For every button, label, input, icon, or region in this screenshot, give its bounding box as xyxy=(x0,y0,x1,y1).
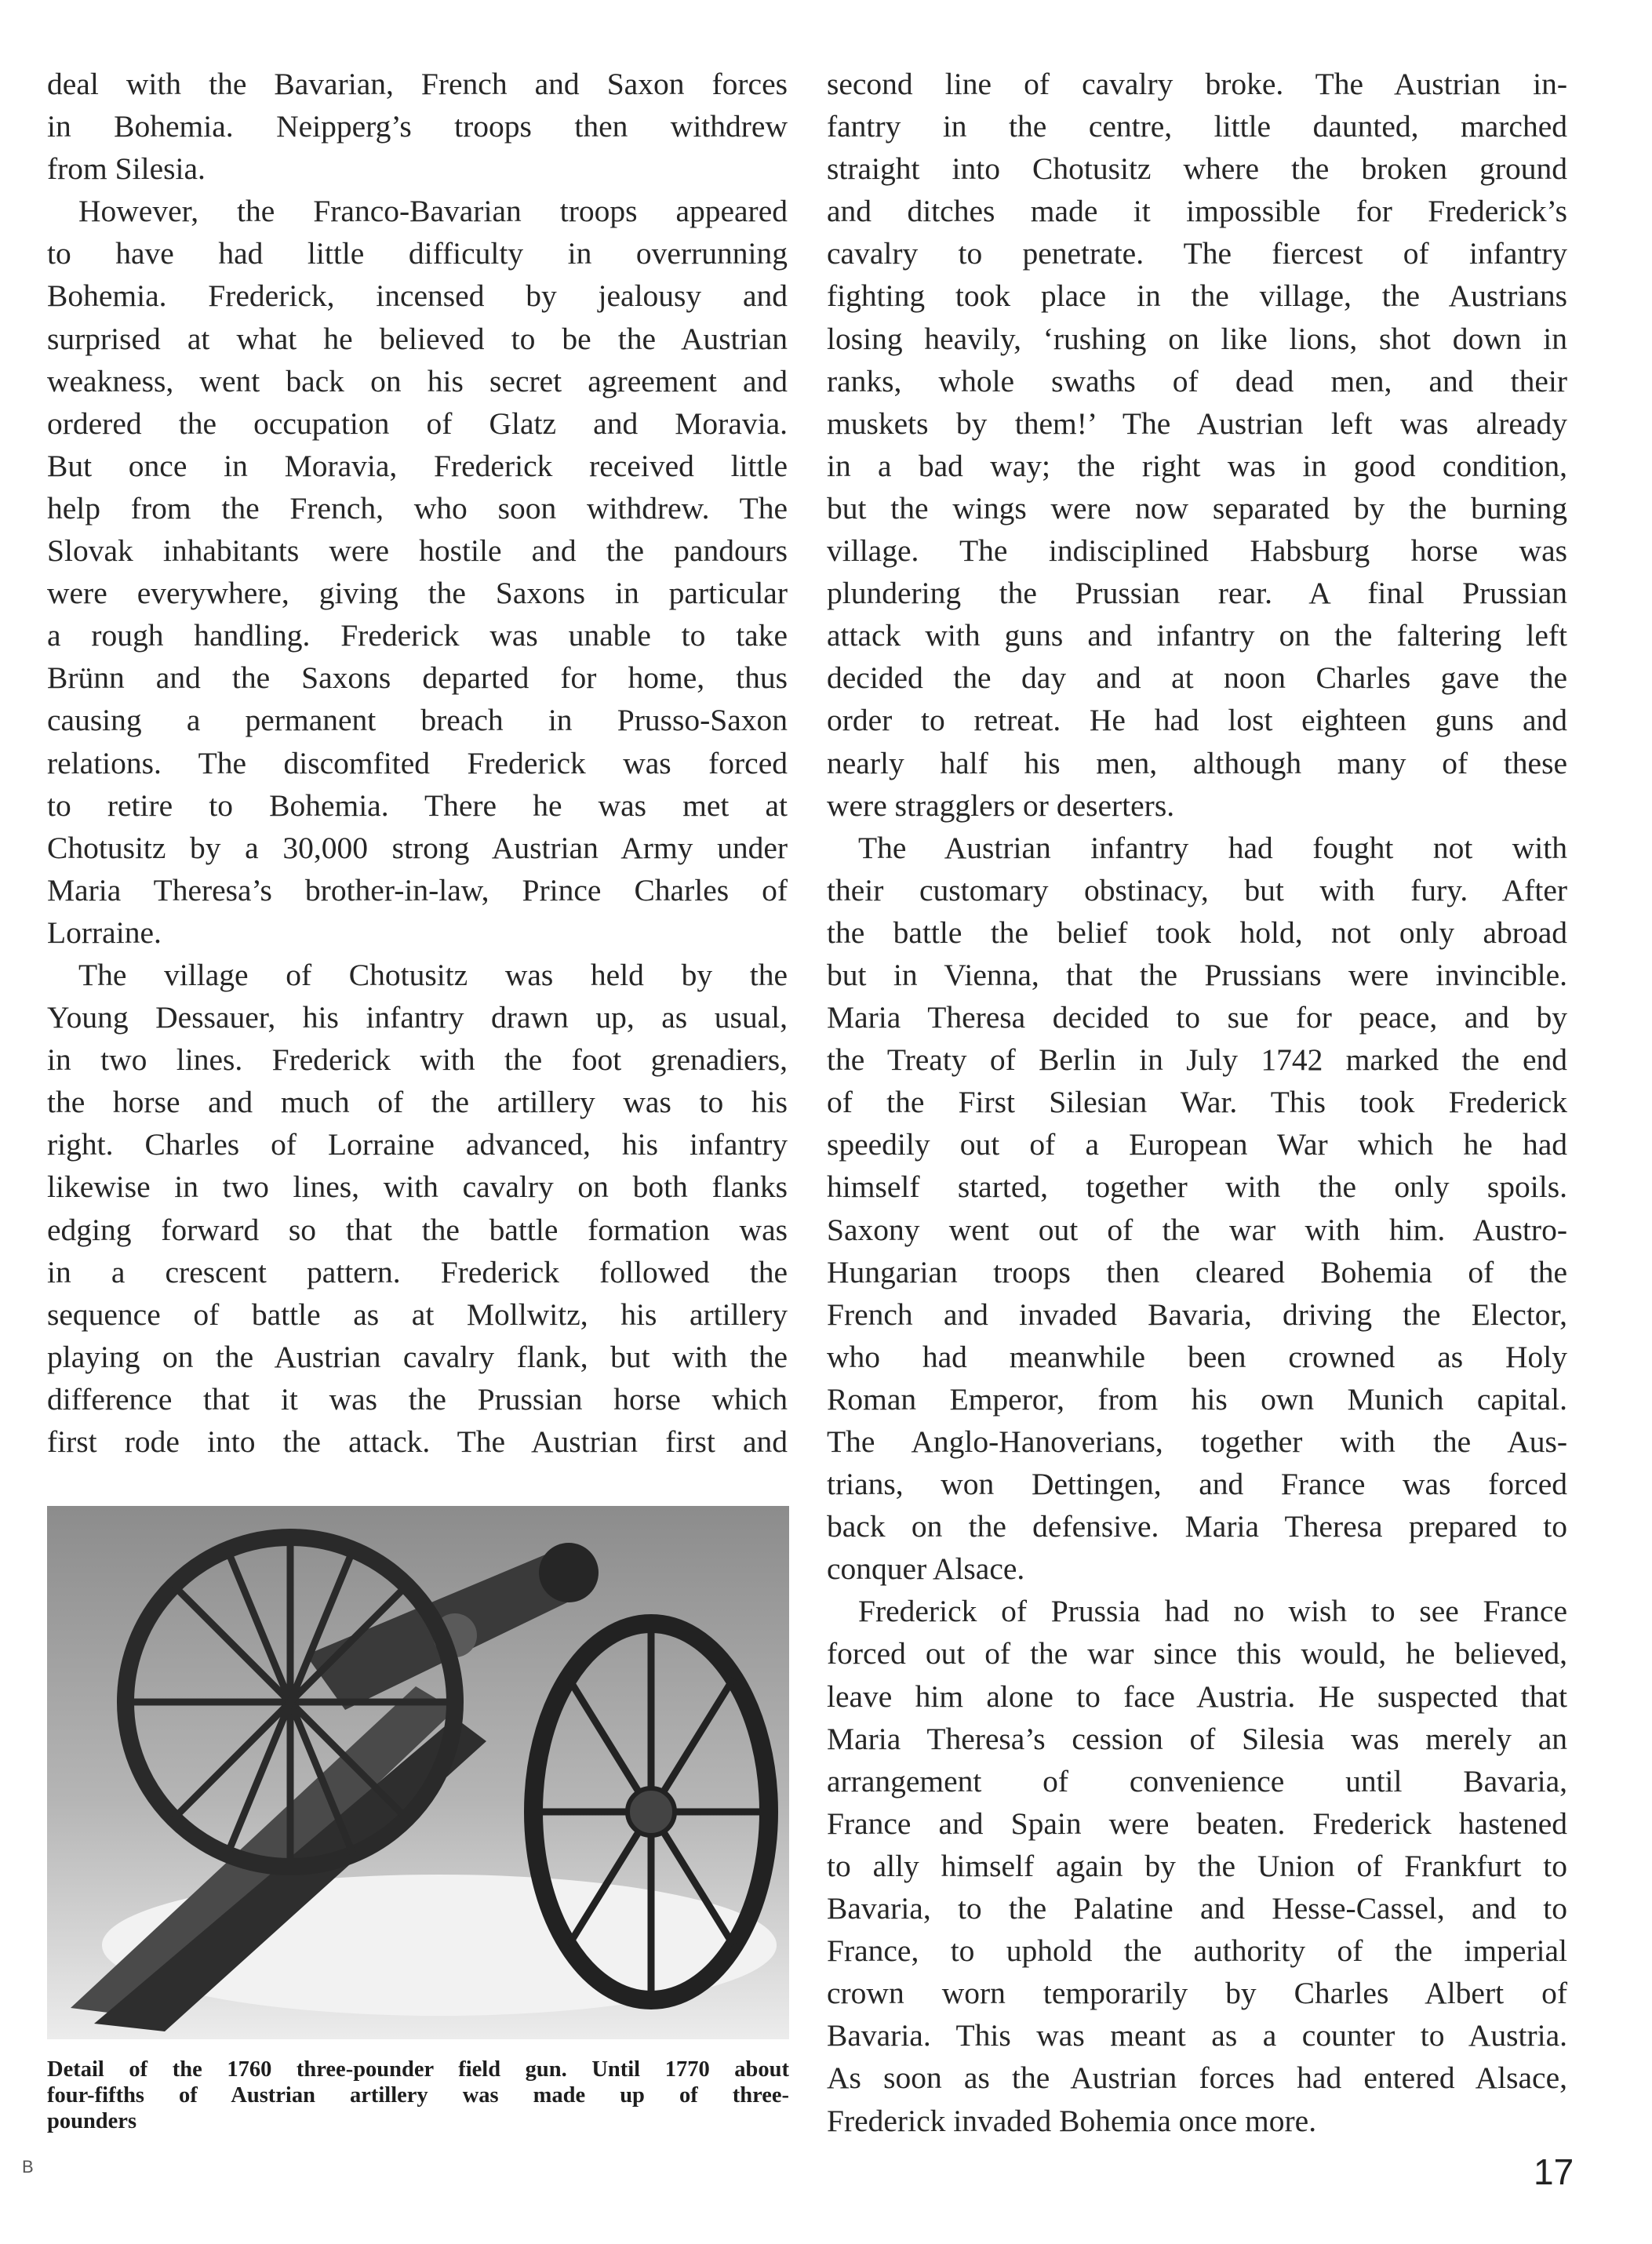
text-line: Roman Emperor, from his own Munich capital. xyxy=(827,1381,1567,1417)
text-line: Maria Theresa’s cession of Silesia was merely an xyxy=(827,1721,1567,1756)
text-line: edging forward so that the battle formation was xyxy=(47,1212,788,1247)
text-line: in two lines. Frederick with the foot grenadiers, xyxy=(47,1042,788,1078)
text-line: their customary obstinacy, but with fury. After xyxy=(827,872,1567,907)
text-line: from Silesia. xyxy=(47,151,206,187)
text-line: France, to uphold the authority of the imperial xyxy=(827,1933,1567,1969)
text-line: in a bad way; the right was in good condition, xyxy=(827,448,1567,483)
text-line: The village of Chotusitz was held by the xyxy=(78,957,788,992)
text-line: Bavaria, to the Palatine and Hesse-Cassel, and to xyxy=(827,1891,1567,1926)
text-line: France and Spain were beaten. Frederick hastened xyxy=(827,1806,1567,1841)
text-line: playing on the Austrian cavalry flank, but with the xyxy=(47,1339,788,1374)
text-line: forced out of the war since this would, he believed, xyxy=(827,1636,1567,1671)
text-line: the Treaty of Berlin in July 1742 marked the end xyxy=(827,1042,1567,1078)
text-line: trians, won Dettingen, and France was forced xyxy=(827,1467,1567,1502)
text-line: The Austrian infantry had fought not with xyxy=(858,830,1567,865)
text-line: plundering the Prussian rear. A final Prussian xyxy=(827,576,1567,611)
text-line: Chotusitz by a 30,000 strong Austrian Army under xyxy=(47,830,788,865)
text-line: However, the Franco-Bavarian troops appeared xyxy=(78,194,788,229)
paragraph xyxy=(47,63,788,190)
text-line: a rough handling. Frederick was unable to take xyxy=(47,618,788,653)
text-line: Maria Theresa’s brother-in-law, Prince Charles of xyxy=(47,872,788,907)
text-line: French and invaded Bavaria, driving the Elector, xyxy=(827,1297,1567,1332)
text-line: right. Charles of Lorraine advanced, his infantry xyxy=(47,1127,788,1162)
caption-line: Detail of the 1760 three-pounder field gun. Until 1770 about xyxy=(47,2057,789,2082)
caption-line: pounders xyxy=(47,2109,137,2133)
figure-caption xyxy=(47,2057,789,2134)
text-line: speedily out of a European War which he had xyxy=(827,1127,1567,1162)
text-line: decided the day and at noon Charles gave the xyxy=(827,660,1567,696)
text-line: relations. The discomfited Frederick was forced xyxy=(47,745,788,780)
text-line: Slovak inhabitants were hostile and the pandours xyxy=(47,533,788,569)
paragraph xyxy=(827,1590,1567,2141)
text-line: in a crescent pattern. Frederick followed the xyxy=(47,1254,788,1289)
text-line: crown worn temporarily by Charles Albert of xyxy=(827,1976,1567,2011)
text-line: Bavaria. This was meant as a counter to Austria. xyxy=(827,2018,1567,2053)
text-line: in Bohemia. Neipperg’s troops then withdrew xyxy=(47,109,788,144)
text-line: ranks, whole swaths of dead men, and their xyxy=(827,363,1567,398)
field-gun-illustration xyxy=(47,1506,789,2039)
text-line: losing heavily, ‘rushing on like lions, shot down in xyxy=(827,321,1567,356)
paragraph xyxy=(47,190,788,954)
text-line: straight into Chotusitz where the broken ground xyxy=(827,151,1567,187)
page-number: 17 xyxy=(1534,2151,1574,2192)
text-line: arrangement of convenience until Bavaria, xyxy=(827,1763,1567,1798)
text-line: Hungarian troops then cleared Bohemia of the xyxy=(827,1254,1567,1289)
signature-mark: B xyxy=(22,2157,34,2177)
text-line: surprised at what he believed to be the Austrian xyxy=(47,321,788,356)
text-line: were stragglers or deserters. xyxy=(827,787,1175,823)
text-line: were everywhere, giving the Saxons in particular xyxy=(47,576,788,611)
text-line: to ally himself again by the Union of Frankfurt to xyxy=(827,1848,1567,1883)
text-line: ordered the occupation of Glatz and Moravia. xyxy=(47,406,788,441)
text-line: order to retreat. He had lost eighteen guns and xyxy=(827,703,1567,738)
paragraph xyxy=(827,827,1567,1591)
text-line: difference that it was the Prussian horse which xyxy=(47,1381,788,1417)
text-line: As soon as the Austrian forces had entered Alsace, xyxy=(827,2060,1567,2096)
text-line: second line of cavalry broke. The Austrian in- xyxy=(827,67,1567,101)
text-line: village. The indisciplined Habsburg horse was xyxy=(827,533,1567,569)
paragraph xyxy=(47,954,788,1463)
text-line: Young Dessauer, his infantry drawn up, as usual, xyxy=(47,1000,788,1035)
text-line: The Anglo-Hanoverians, together with the Aus- xyxy=(827,1424,1567,1459)
text-line: leave him alone to face Austria. He suspected that xyxy=(827,1678,1567,1714)
caption-line: four-fifths of Austrian artillery was made up of three- xyxy=(47,2083,789,2108)
text-line: Frederick of Prussia had no wish to see France xyxy=(858,1594,1567,1629)
text-line: nearly half his men, although many of these xyxy=(827,745,1567,780)
text-line: Maria Theresa decided to sue for peace, and by xyxy=(827,1000,1567,1035)
text-line: cavalry to penetrate. The fiercest of infantry xyxy=(827,236,1567,271)
text-line: deal with the Bavarian, French and Saxon forces xyxy=(47,67,788,101)
text-line: back on the defensive. Maria Theresa prepared to xyxy=(827,1509,1567,1544)
text-line: conquer Alsace. xyxy=(827,1551,1025,1587)
text-line: fantry in the centre, little daunted, marched xyxy=(827,109,1567,144)
text-line: but the wings were now separated by the burning xyxy=(827,490,1567,526)
text-line: the horse and much of the artillery was to his xyxy=(47,1085,788,1120)
text-line: the battle the belief took hold, not only abroad xyxy=(827,915,1567,950)
text-line: Lorraine. xyxy=(47,915,162,950)
text-line: Frederick invaded Bohemia once more. xyxy=(827,2103,1317,2138)
right-text-column xyxy=(827,63,1567,2142)
text-line: himself started, together with the only spoils. xyxy=(827,1169,1567,1205)
text-line: Saxony went out of the war with him. Austro- xyxy=(827,1212,1567,1247)
text-line: help from the French, who soon withdrew. The xyxy=(47,490,788,526)
text-line: Brünn and the Saxons departed for home, thus xyxy=(47,660,788,696)
text-line: to have had little difficulty in overrunning xyxy=(47,236,788,271)
text-line: weakness, went back on his secret agreement and xyxy=(47,363,788,398)
text-line: Bohemia. Frederick, incensed by jealousy and xyxy=(47,278,788,314)
text-line: But once in Moravia, Frederick received little xyxy=(47,448,788,483)
text-line: fighting took place in the village, the Austrians xyxy=(827,278,1567,314)
text-line: sequence of battle as at Mollwitz, his artillery xyxy=(47,1297,788,1332)
text-line: but in Vienna, that the Prussians were invincible. xyxy=(827,957,1567,992)
text-line: causing a permanent breach in Prusso-Saxon xyxy=(47,703,788,738)
text-line: first rode into the attack. The Austrian first and xyxy=(47,1424,788,1459)
text-line: muskets by them!’ The Austrian left was already xyxy=(827,406,1567,441)
text-line: who had meanwhile been crowned as Holy xyxy=(827,1339,1567,1374)
paragraph xyxy=(827,63,1567,827)
text-line: likewise in two lines, with cavalry on both flanks xyxy=(47,1169,788,1205)
left-text-column xyxy=(47,63,788,1463)
text-line: of the First Silesian War. This took Frederick xyxy=(827,1085,1567,1120)
text-line: to retire to Bohemia. There he was met at xyxy=(47,787,788,823)
text-line: and ditches made it impossible for Frederick’s xyxy=(827,194,1567,229)
text-line: attack with guns and infantry on the faltering left xyxy=(827,618,1567,653)
